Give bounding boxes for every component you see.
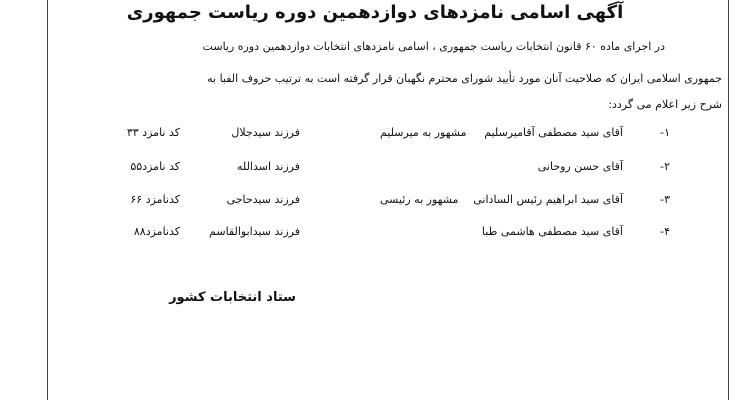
candidate-code: کدنامزد ۶۶ <box>130 193 180 206</box>
candidate-row <box>0 193 750 211</box>
candidate-code: کدنامزد۸۸ <box>133 225 180 238</box>
candidate-father: فرزند سیدجلال <box>231 126 300 139</box>
candidate-number: ۲- <box>660 160 670 173</box>
candidate-row <box>0 225 750 243</box>
candidate-number: ۳- <box>660 193 670 206</box>
candidate-number: ۴- <box>660 225 670 238</box>
candidate-name: آقای حسن روحانی <box>537 160 623 173</box>
candidate-father: فرزند اسدالله <box>237 160 300 173</box>
candidate-name: آقای سید مصطفی آقامیرسلیم <box>484 126 623 139</box>
candidate-father: فرزند سیدحاجی <box>226 193 300 206</box>
candidate-row <box>0 160 750 178</box>
candidate-alias: مشهور به میرسلیم <box>380 126 467 139</box>
candidate-row <box>0 126 750 144</box>
intro-line-2: جمهوری اسلامی ایران که صلاحیت آنان مورد تأیید شورای محترم نگهبان قرار گرفته است به ترتیب حروف الفبا به <box>207 72 722 85</box>
candidate-father: فرزند سیدابوالقاسم <box>209 225 300 238</box>
candidate-alias: مشهور به رئیسی <box>380 193 459 206</box>
candidate-number: ۱- <box>660 126 670 139</box>
candidate-code: کد نامزد ۳۳ <box>126 126 180 139</box>
notice-title: آگهی اسامی نامزدهای دوازدهمین دوره ریاست جمهوری <box>126 2 624 23</box>
candidate-name: آقای سید مصطفی هاشمی طبا <box>481 225 623 238</box>
intro-line-1: در اجرای ماده ۶۰ قانون انتخابات ریاست جمهوری ، اسامی نامزدهای انتخابات دوازدهمین دوره ریاست <box>202 40 665 53</box>
intro-line-3: شرح زیر اعلام می گردد: <box>608 98 722 111</box>
candidate-code: کد نامزد۵۵ <box>130 160 180 173</box>
candidate-name: آقای سید ابراهیم رئیس السادانی <box>473 193 623 206</box>
signature-footer: ستاد انتخابات کشور <box>169 290 296 305</box>
